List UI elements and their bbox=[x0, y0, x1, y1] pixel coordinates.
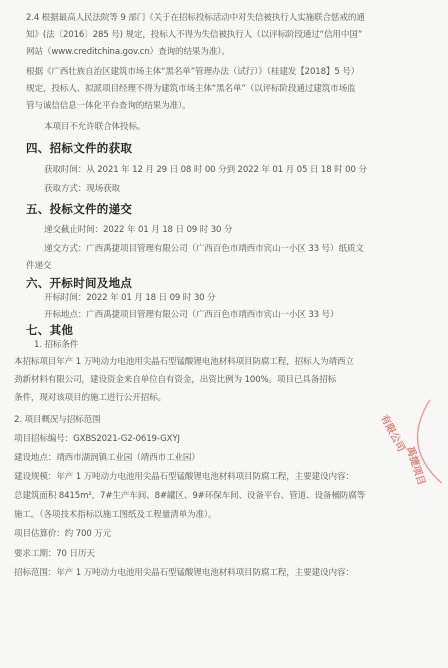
text-line: 递交方式：广西禹捷项目管理有限公司（广西百色市靖西市宾山一小区 33 号）纸质文 bbox=[44, 244, 364, 254]
text-line: 2.4 根据最高人民法院等 9 部门《关于在招标投标活动中对失信被执行人实施联合惩戒的通 bbox=[26, 13, 365, 23]
text-line: 1. 招标条件 bbox=[34, 340, 79, 350]
text-line: 建设规模：年产 1 万吨动力电池用尖晶石型锰酸锂电池材料项目防腐工程，主要建设内容： bbox=[14, 472, 354, 482]
text-line: 管与诚信信息一体化平台查询的结果为准）。 bbox=[26, 101, 191, 111]
text-line: 劲新材料有限公司，建设资金来自单位自有资金，出资比例为 100%。项目已具备招标 bbox=[14, 375, 337, 385]
text-line: 建设地点：靖西市湖润镇工业园（靖西市工业园） bbox=[14, 453, 200, 463]
stamp-text: 禹捷项目 bbox=[403, 445, 427, 487]
text-line: 知》(法〔2016〕285 号) 规定，投标人不得为失信被执行人（以评标阶段通过“信用中国” bbox=[26, 30, 363, 40]
text-line: 招标范围：年产 1 万吨动力电池用尖晶石型锰酸锂电池材料项目防腐工程，主要建设内容： bbox=[14, 568, 354, 578]
text-line: 本招标项目年产 1 万吨动力电池用尖晶石型锰酸锂电池材料项目防腐工程，招标人为靖西立 bbox=[14, 357, 354, 367]
text-line: 总建筑面积 8415m²，7#生产车间、8#罐区、9#环保车间、设备平台、管道、设备桶防腐等 bbox=[14, 491, 366, 501]
text-line: 获取时间：从 2021 年 12 月 29 日 08 时 00 分到 2022 年 01 月 05 日 18 时 00 分 bbox=[44, 165, 367, 175]
section-heading: 七、其他 bbox=[26, 323, 74, 337]
stamp-arc bbox=[390, 397, 446, 490]
text-line: 开标时间：2022 年 01 月 18 日 09 时 30 分 bbox=[44, 293, 216, 303]
section-heading: 六、开标时间及地点 bbox=[26, 276, 133, 290]
section-heading: 四、招标文件的获取 bbox=[26, 141, 133, 155]
text-line: 2. 项目概况与招标范围 bbox=[14, 415, 101, 425]
text-line: 件递交 bbox=[26, 261, 52, 271]
stamp-text: 有限公司 bbox=[377, 413, 407, 454]
text-line: 条件，现对该项目的施工进行公开招标。 bbox=[14, 393, 166, 403]
text-line: 根据《广西壮族自治区建筑市场主体“黑名单”管理办法（试行）》（桂建发【2018】5 号） bbox=[26, 67, 360, 77]
text-line: 要求工期：70 日历天 bbox=[14, 549, 95, 559]
section-heading: 五、投标文件的递交 bbox=[26, 202, 133, 216]
text-line: 项目估算价：约 700 万元 bbox=[14, 529, 112, 539]
text-line: 施工。（各项技术指标以施工图纸及工程量清单为准）。 bbox=[14, 510, 217, 520]
text-line: 开标地点：广西禹捷项目管理有限公司（广西百色市靖西市宾山一小区 33 号） bbox=[44, 310, 339, 320]
seal-stamp bbox=[377, 397, 446, 490]
text-line: 规定，投标人、拟派项目经理不得为建筑市场主体“黑名单”（以评标阶段通过建筑市场监 bbox=[26, 84, 356, 94]
text-line: 本项目不允许联合体投标。 bbox=[44, 122, 146, 132]
text-line: 网站（www.creditchina.gov.cn）查询的结果为准）。 bbox=[26, 47, 230, 57]
text-line: 项目招标编号：GXBS2021-G2-0619-GXYJ bbox=[14, 434, 180, 444]
text-line: 获取方式：现场获取 bbox=[44, 184, 120, 194]
text-line: 递交截止时间：2022 年 01 月 18 日 09 时 30 分 bbox=[44, 225, 233, 235]
